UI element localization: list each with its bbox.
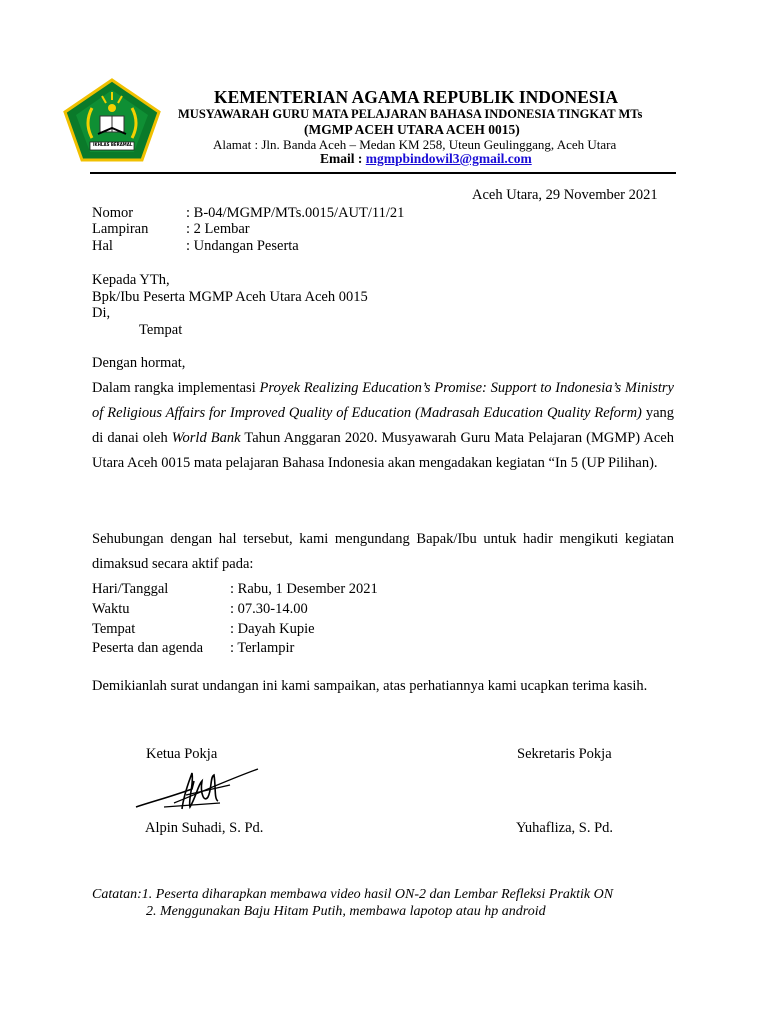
recipient-line-4: Tempat xyxy=(139,322,183,338)
nomor-value: : B-04/MGMP/MTs.0015/AUT/11/21 xyxy=(186,205,405,221)
recipient-line-3: Di, xyxy=(92,305,111,321)
paragraph-1-project-name: Proyek Realizing Education’s Promise: Support to Indonesia’s Ministry of Religious Affairs for Improved Quality of Education (Madrasah Education Quality Reform) xyxy=(92,380,674,421)
right-signatory-title: Sekretaris Pokja xyxy=(517,746,612,762)
detail-label: Waktu xyxy=(92,601,130,617)
nomor-label: Nomor xyxy=(92,205,134,221)
greeting: Dengan hormat, xyxy=(92,355,186,371)
header-subtitle: MUSYAWARAH GURU MATA PELAJARAN BAHASA INDONESIA TINGKAT MTs xyxy=(178,107,643,121)
letter-date: Aceh Utara, 29 November 2021 xyxy=(472,187,658,203)
paragraph-2: Sehubungan dengan hal tersebut, kami mengundang Bapak/Ibu untuk hadir mengikuti kegiatan dimaksud secara aktif pada: xyxy=(92,531,674,572)
note-line-2: 2. Menggunakan Baju Hitam Putih, membawa lapotop atau hp android xyxy=(146,904,546,919)
paragraph-1 xyxy=(92,376,674,476)
lampiran-value: : 2 Lembar xyxy=(186,221,250,237)
detail-label: Peserta dan agenda xyxy=(92,640,204,656)
detail-value: : 07.30-14.00 xyxy=(230,601,308,617)
detail-label: Hari/Tanggal xyxy=(92,581,169,597)
detail-value: : Dayah Kupie xyxy=(230,621,315,637)
logo-caption: IKHLAS BERAMAL xyxy=(93,142,133,147)
left-signatory-name: Alpin Suhadi, S. Pd. xyxy=(145,820,264,836)
hal-label: Hal xyxy=(92,238,113,254)
header-subtitle-2: (MGMP ACEH UTARA ACEH 0015) xyxy=(304,122,520,137)
email-link[interactable]: mgmpbindowil3@gmail.com xyxy=(365,151,532,166)
paragraph-1-part-c: yang di danai oleh xyxy=(92,405,675,446)
right-signatory-name: Yuhafliza, S. Pd. xyxy=(516,820,614,836)
header-title: KEMENTERIAN AGAMA REPUBLIK INDONESIA xyxy=(214,87,619,107)
lampiran-label: Lampiran xyxy=(92,221,149,237)
hal-value: : Undangan Peserta xyxy=(186,238,299,254)
paragraph-1-part-e: Tahun Anggaran 2020. Musyawarah Guru Mata Pelajaran (MGMP) Aceh Utara Aceh 0015 mata pelajaran Bahasa Indonesia akan mengadakan kegiatan “In 5 (UP Pilihan). xyxy=(92,430,674,471)
header-email xyxy=(320,151,532,167)
paragraph-1-part-a: Dalam rangka implementasi xyxy=(92,380,260,396)
signature-icon xyxy=(134,763,262,823)
note-line-1: Catatan:1. Peserta diharapkan membawa video hasil ON-2 dan Lembar Refleksi Praktik ON xyxy=(92,887,614,902)
left-signatory-title: Ketua Pokja xyxy=(146,746,218,762)
detail-label: Tempat xyxy=(92,621,136,637)
detail-value: : Terlampir xyxy=(230,640,295,656)
recipient-line-2: Bpk/Ibu Peserta MGMP Aceh Utara Aceh 0015 xyxy=(92,289,368,305)
header-address: Alamat : Jln. Banda Aceh – Medan KM 258, Uteun Geulinggang, Aceh Utara xyxy=(213,137,617,152)
header-divider xyxy=(90,172,676,174)
detail-value: : Rabu, 1 Desember 2021 xyxy=(230,581,378,597)
closing-paragraph: Demikianlah surat undangan ini kami sampaikan, atas perhatiannya kami ucapkan terima kasih. xyxy=(92,678,648,694)
paragraph-1-world-bank: World Bank xyxy=(171,430,241,446)
email-label: Email : xyxy=(320,151,366,166)
kementerian-agama-logo-icon xyxy=(62,78,162,162)
recipient-line-1: Kepada YTh, xyxy=(92,272,170,288)
